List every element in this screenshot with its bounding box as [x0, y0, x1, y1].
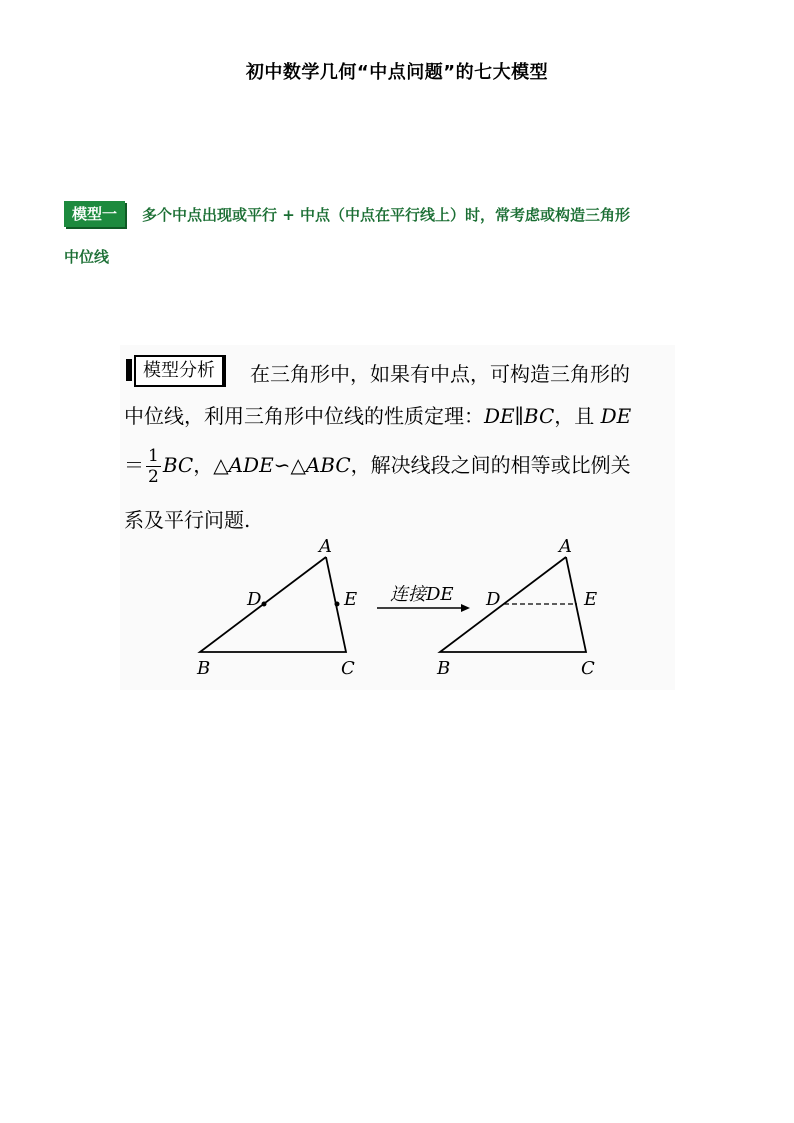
triangle-abc-outline — [200, 557, 346, 652]
label-d: D — [486, 589, 501, 610]
segment-bc: BC — [162, 453, 194, 477]
text: 中位线，利用三角形中位线的性质定理： — [124, 404, 484, 428]
equals-sign: ＝ — [124, 453, 144, 477]
segment-bc: BC — [523, 404, 555, 428]
label-e: E — [584, 589, 598, 610]
analysis-line-1: 在三角形中，如果有中点，可构造三角形的 — [250, 362, 630, 386]
label-e: E — [344, 589, 358, 610]
page-title: 初中数学几何“中点问题”的七大模型 — [245, 62, 549, 83]
label-a: A — [319, 536, 332, 557]
midpoint-d — [262, 602, 267, 607]
analysis-marker — [126, 359, 132, 381]
fraction-one-half — [146, 446, 161, 487]
similar-symbol: ∽ — [273, 453, 291, 477]
parallel-symbol: ∥ — [514, 404, 524, 428]
fraction-denominator: 2 — [148, 467, 159, 487]
fraction-numerator: 1 — [148, 446, 159, 466]
model-heading-continued: 中位线 — [64, 248, 110, 266]
midpoint-e — [335, 602, 340, 607]
segment-de: DE — [484, 404, 515, 428]
label-b: B — [437, 658, 451, 679]
label-c: C — [341, 658, 355, 679]
model-heading: 多个中点出现或平行 + 中点（中点在平行线上）时，常考虑或构造三角形 — [142, 206, 631, 224]
label-a: A — [559, 536, 572, 557]
model-tag: 模型一 — [64, 201, 125, 227]
arrow-label: 连接DE — [390, 584, 454, 605]
label-b: B — [197, 658, 211, 679]
segment-de: DE — [600, 404, 632, 428]
analysis-tag: 模型分析 — [134, 355, 226, 387]
text: ，且 — [554, 404, 601, 428]
analysis-line-2 — [124, 400, 631, 429]
connect-arrow — [377, 584, 470, 612]
text: ，△ — [193, 453, 229, 477]
label-d: D — [247, 589, 262, 610]
left-triangle — [196, 536, 357, 679]
label-c: C — [581, 658, 595, 679]
triangle-figures — [180, 530, 620, 685]
analysis-line-4: 系及平行问题. — [124, 508, 251, 532]
triangle-ade: ADE — [228, 453, 274, 477]
text: ，解决线段之间的相等或比例关 — [350, 453, 631, 477]
triangle-abc: ABC — [305, 453, 351, 477]
triangle-symbol: △ — [290, 453, 306, 477]
analysis-line-3 — [124, 446, 631, 487]
arrow-head-icon — [461, 604, 470, 612]
